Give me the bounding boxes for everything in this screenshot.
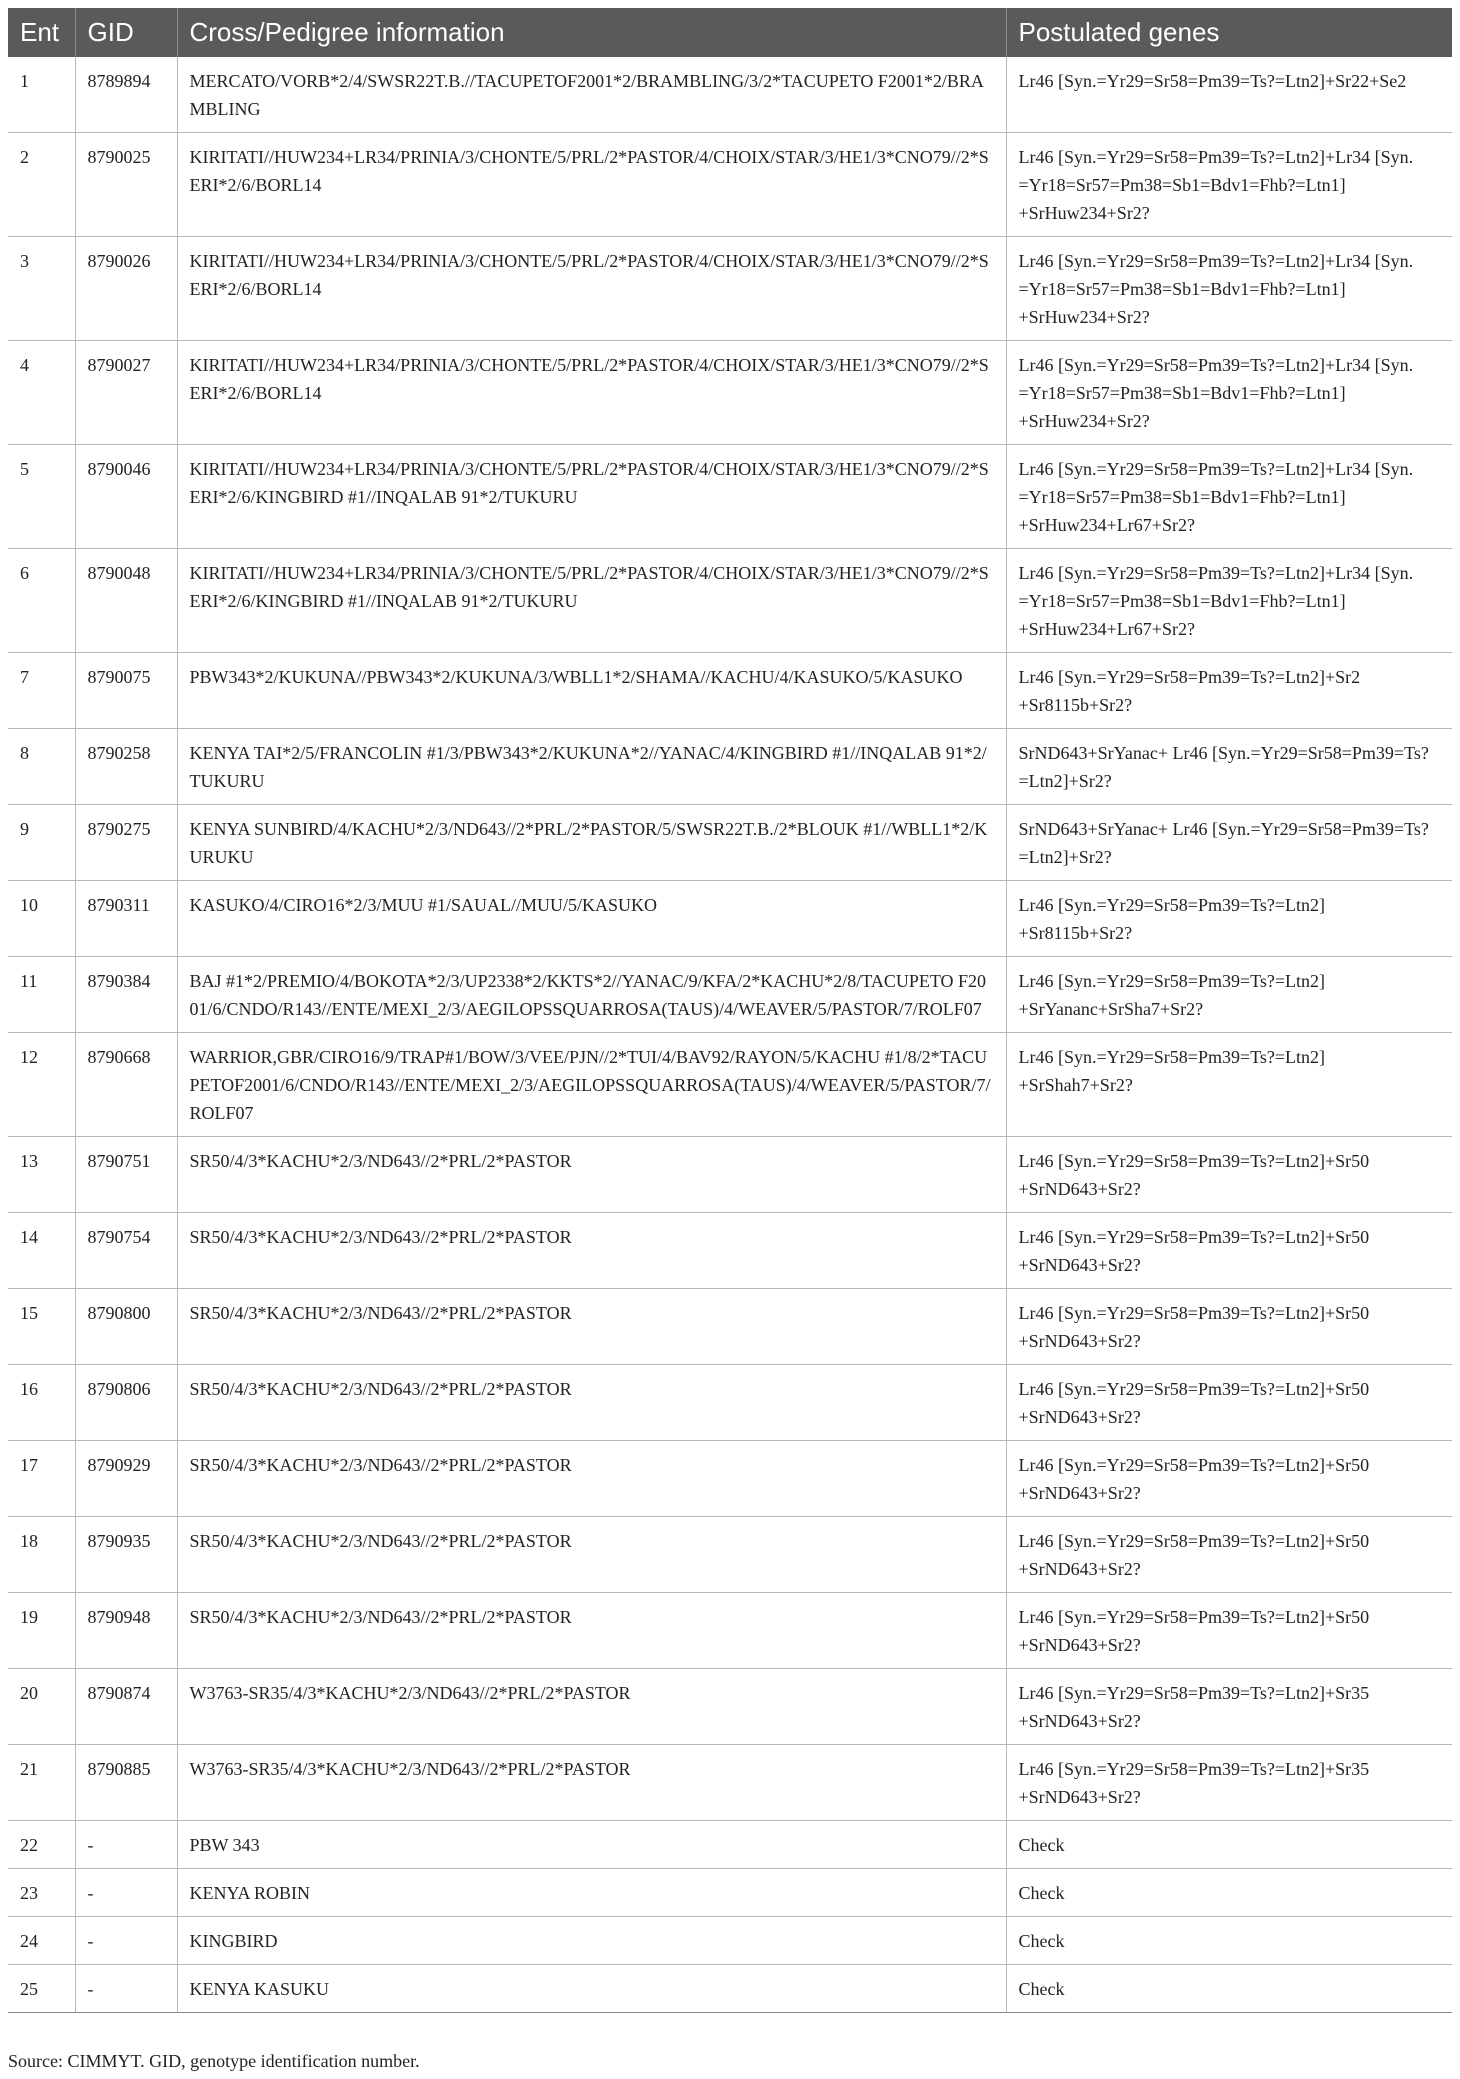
cell-postulated-genes: Lr46 [Syn.=Yr29=Sr58=Pm39=Ts?=Ltn2]+Sr50 +SrND643+Sr2?	[1006, 1441, 1452, 1517]
cell-ent: 5	[8, 445, 75, 549]
cell-gid: 8790026	[75, 237, 177, 341]
cell-ent: 4	[8, 341, 75, 445]
cell-postulated-genes: Check	[1006, 1917, 1452, 1965]
cell-postulated-genes: Lr46 [Syn.=Yr29=Sr58=Pm39=Ts?=Ltn2]+Sr50 +SrND643+Sr2?	[1006, 1289, 1452, 1365]
table-row	[8, 1137, 1452, 1213]
cell-postulated-genes: Check	[1006, 1821, 1452, 1869]
cell-gid: 8790046	[75, 445, 177, 549]
table-row	[8, 57, 1452, 133]
cell-ent: 12	[8, 1033, 75, 1137]
cell-gid: 8790806	[75, 1365, 177, 1441]
cell-gid: 8790800	[75, 1289, 177, 1365]
cell-postulated-genes: Lr46 [Syn.=Yr29=Sr58=Pm39=Ts?=Ltn2]+Lr34 [Syn. =Yr18=Sr57=Pm38=Sb1=Bdv1=Fhb?=Ltn1] +SrHuw234+Sr2?	[1006, 341, 1452, 445]
cell-cross-pedigree: W3763-SR35/4/3*KACHU*2/3/ND643//2*PRL/2*PASTOR	[177, 1745, 1006, 1821]
cell-postulated-genes: Lr46 [Syn.=Yr29=Sr58=Pm39=Ts?=Ltn2]+Sr35 +SrND643+Sr2?	[1006, 1745, 1452, 1821]
cell-cross-pedigree: PBW 343	[177, 1821, 1006, 1869]
cell-postulated-genes: Lr46 [Syn.=Yr29=Sr58=Pm39=Ts?=Ltn2]+Sr50 +SrND643+Sr2?	[1006, 1593, 1452, 1669]
table-row	[8, 341, 1452, 445]
table-footnote: Source: CIMMYT. GID, genotype identification number.	[8, 2051, 420, 2071]
cell-cross-pedigree: SR50/4/3*KACHU*2/3/ND643//2*PRL/2*PASTOR	[177, 1365, 1006, 1441]
cell-gid: 8790258	[75, 729, 177, 805]
table-row	[8, 881, 1452, 957]
cell-ent: 23	[8, 1869, 75, 1917]
cell-cross-pedigree: SR50/4/3*KACHU*2/3/ND643//2*PRL/2*PASTOR	[177, 1289, 1006, 1365]
cell-postulated-genes: Lr46 [Syn.=Yr29=Sr58=Pm39=Ts?=Ltn2] +Sr8115b+Sr2?	[1006, 881, 1452, 957]
cell-postulated-genes: Lr46 [Syn.=Yr29=Sr58=Pm39=Ts?=Ltn2]+Sr2 +Sr8115b+Sr2?	[1006, 653, 1452, 729]
cell-gid: 8790874	[75, 1669, 177, 1745]
cell-postulated-genes: Check	[1006, 1869, 1452, 1917]
cell-ent: 20	[8, 1669, 75, 1745]
cell-gid: 8790311	[75, 881, 177, 957]
cell-gid: 8790027	[75, 341, 177, 445]
cell-cross-pedigree: KIRITATI//HUW234+LR34/PRINIA/3/CHONTE/5/PRL/2*PASTOR/4/CHOIX/STAR/3/HE1/3*CNO79//2*SERI*2/6/KINGBIRD #1//INQALAB 91*2/TUKURU	[177, 549, 1006, 653]
cell-ent: 10	[8, 881, 75, 957]
table-container	[8, 8, 1452, 2013]
table-body	[8, 57, 1452, 2013]
cell-ent: 6	[8, 549, 75, 653]
cell-postulated-genes: Lr46 [Syn.=Yr29=Sr58=Pm39=Ts?=Ltn2]+Sr50 +SrND643+Sr2?	[1006, 1137, 1452, 1213]
cell-ent: 1	[8, 57, 75, 133]
table-row	[8, 1289, 1452, 1365]
cell-cross-pedigree: KASUKO/4/CIRO16*2/3/MUU #1/SAUAL//MUU/5/KASUKO	[177, 881, 1006, 957]
table-row	[8, 1821, 1452, 1869]
cell-ent: 8	[8, 729, 75, 805]
cell-ent: 22	[8, 1821, 75, 1869]
cell-cross-pedigree: KIRITATI//HUW234+LR34/PRINIA/3/CHONTE/5/PRL/2*PASTOR/4/CHOIX/STAR/3/HE1/3*CNO79//2*SERI*2/6/BORL14	[177, 341, 1006, 445]
header-cross-pedigree: Cross/Pedigree information	[177, 8, 1006, 57]
cell-cross-pedigree: PBW343*2/KUKUNA//PBW343*2/KUKUNA/3/WBLL1*2/SHAMA//KACHU/4/KASUKO/5/KASUKO	[177, 653, 1006, 729]
cell-cross-pedigree: SR50/4/3*KACHU*2/3/ND643//2*PRL/2*PASTOR	[177, 1593, 1006, 1669]
table-row	[8, 1669, 1452, 1745]
cell-ent: 14	[8, 1213, 75, 1289]
cell-gid: 8790751	[75, 1137, 177, 1213]
header-row	[8, 8, 1452, 57]
cell-ent: 9	[8, 805, 75, 881]
cell-cross-pedigree: KIRITATI//HUW234+LR34/PRINIA/3/CHONTE/5/PRL/2*PASTOR/4/CHOIX/STAR/3/HE1/3*CNO79//2*SERI*2/6/BORL14	[177, 133, 1006, 237]
cell-ent: 2	[8, 133, 75, 237]
cell-cross-pedigree: KIRITATI//HUW234+LR34/PRINIA/3/CHONTE/5/PRL/2*PASTOR/4/CHOIX/STAR/3/HE1/3*CNO79//2*SERI*2/6/KINGBIRD #1//INQALAB 91*2/TUKURU	[177, 445, 1006, 549]
cell-ent: 19	[8, 1593, 75, 1669]
cell-gid: 8790048	[75, 549, 177, 653]
cell-postulated-genes: Lr46 [Syn.=Yr29=Sr58=Pm39=Ts?=Ltn2]+Lr34 [Syn. =Yr18=Sr57=Pm38=Sb1=Bdv1=Fhb?=Ltn1] +SrHuw234+Sr2?	[1006, 237, 1452, 341]
table-row	[8, 1593, 1452, 1669]
cell-cross-pedigree: BAJ #1*2/PREMIO/4/BOKOTA*2/3/UP2338*2/KKTS*2//YANAC/9/KFA/2*KACHU*2/8/TACUPETO F2001/6/CNDO/R143//ENTE/MEXI_2/3/AEGILOPSSQUARROSA(TAUS)/4/WEAVER/5/PASTOR/7/ROLF07	[177, 957, 1006, 1033]
cell-ent: 7	[8, 653, 75, 729]
cell-gid: 8790885	[75, 1745, 177, 1821]
cell-cross-pedigree: MERCATO/VORB*2/4/SWSR22T.B.//TACUPETOF2001*2/BRAMBLING/3/2*TACUPETO F2001*2/BRAMBLING	[177, 57, 1006, 133]
table-row	[8, 805, 1452, 881]
cell-ent: 3	[8, 237, 75, 341]
cell-gid: 8790275	[75, 805, 177, 881]
cell-cross-pedigree: KENYA ROBIN	[177, 1869, 1006, 1917]
cell-cross-pedigree: SR50/4/3*KACHU*2/3/ND643//2*PRL/2*PASTOR	[177, 1213, 1006, 1289]
cell-postulated-genes: Lr46 [Syn.=Yr29=Sr58=Pm39=Ts?=Ltn2]+Lr34 [Syn. =Yr18=Sr57=Pm38=Sb1=Bdv1=Fhb?=Ltn1] +SrHuw234+Lr67+Sr2?	[1006, 549, 1452, 653]
table-row	[8, 237, 1452, 341]
cell-cross-pedigree: KINGBIRD	[177, 1917, 1006, 1965]
header-ent: Ent	[8, 8, 75, 57]
table-row	[8, 957, 1452, 1033]
cell-postulated-genes: Lr46 [Syn.=Yr29=Sr58=Pm39=Ts?=Ltn2]+Lr34 [Syn. =Yr18=Sr57=Pm38=Sb1=Bdv1=Fhb?=Ltn1] +SrHuw234+Sr2?	[1006, 133, 1452, 237]
cell-ent: 24	[8, 1917, 75, 1965]
cell-ent: 16	[8, 1365, 75, 1441]
cell-postulated-genes: SrND643+SrYanac+ Lr46 [Syn.=Yr29=Sr58=Pm39=Ts?=Ltn2]+Sr2?	[1006, 729, 1452, 805]
table-row	[8, 1965, 1452, 2013]
cell-cross-pedigree: SR50/4/3*KACHU*2/3/ND643//2*PRL/2*PASTOR	[177, 1441, 1006, 1517]
cell-postulated-genes: Check	[1006, 1965, 1452, 2013]
table-row	[8, 1869, 1452, 1917]
table-row	[8, 1213, 1452, 1289]
cell-gid: 8789894	[75, 57, 177, 133]
header-postulated-genes: Postulated genes	[1006, 8, 1452, 57]
cell-postulated-genes: Lr46 [Syn.=Yr29=Sr58=Pm39=Ts?=Ltn2]+Sr50 +SrND643+Sr2?	[1006, 1517, 1452, 1593]
cell-postulated-genes: Lr46 [Syn.=Yr29=Sr58=Pm39=Ts?=Ltn2]+Sr50 +SrND643+Sr2?	[1006, 1213, 1452, 1289]
table-row	[8, 653, 1452, 729]
cell-gid: 8790935	[75, 1517, 177, 1593]
cell-postulated-genes: Lr46 [Syn.=Yr29=Sr58=Pm39=Ts?=Ltn2]+Lr34 [Syn. =Yr18=Sr57=Pm38=Sb1=Bdv1=Fhb?=Ltn1] +SrHuw234+Lr67+Sr2?	[1006, 445, 1452, 549]
cell-cross-pedigree: WARRIOR,GBR/CIRO16/9/TRAP#1/BOW/3/VEE/PJN//2*TUI/4/BAV92/RAYON/5/KACHU #1/8/2*TACUPETOF2001/6/CNDO/R143//ENTE/MEXI_2/3/AEGILOPSSQUARROSA(TAUS)/4/WEAVER/5/PASTOR/7/ROLF07	[177, 1033, 1006, 1137]
table-row	[8, 133, 1452, 237]
cell-cross-pedigree: KIRITATI//HUW234+LR34/PRINIA/3/CHONTE/5/PRL/2*PASTOR/4/CHOIX/STAR/3/HE1/3*CNO79//2*SERI*2/6/BORL14	[177, 237, 1006, 341]
cell-postulated-genes: Lr46 [Syn.=Yr29=Sr58=Pm39=Ts?=Ltn2]+Sr35 +SrND643+Sr2?	[1006, 1669, 1452, 1745]
cell-cross-pedigree: KENYA KASUKU	[177, 1965, 1006, 2013]
cell-gid: 8790025	[75, 133, 177, 237]
cell-ent: 25	[8, 1965, 75, 2013]
cell-ent: 11	[8, 957, 75, 1033]
table-row	[8, 549, 1452, 653]
header-gid: GID	[75, 8, 177, 57]
cell-gid: -	[75, 1821, 177, 1869]
pedigree-table	[8, 8, 1452, 2013]
cell-cross-pedigree: KENYA SUNBIRD/4/KACHU*2/3/ND643//2*PRL/2*PASTOR/5/SWSR22T.B./2*BLOUK #1//WBLL1*2/KURUKU	[177, 805, 1006, 881]
table-row	[8, 1441, 1452, 1517]
cell-gid: -	[75, 1965, 177, 2013]
cell-gid: 8790668	[75, 1033, 177, 1137]
cell-cross-pedigree: W3763-SR35/4/3*KACHU*2/3/ND643//2*PRL/2*PASTOR	[177, 1669, 1006, 1745]
cell-gid: -	[75, 1917, 177, 1965]
cell-ent: 18	[8, 1517, 75, 1593]
table-row	[8, 1917, 1452, 1965]
cell-gid: 8790075	[75, 653, 177, 729]
cell-ent: 17	[8, 1441, 75, 1517]
cell-postulated-genes: Lr46 [Syn.=Yr29=Sr58=Pm39=Ts?=Ltn2] +SrYananc+SrSha7+Sr2?	[1006, 957, 1452, 1033]
cell-gid: 8790754	[75, 1213, 177, 1289]
cell-cross-pedigree: SR50/4/3*KACHU*2/3/ND643//2*PRL/2*PASTOR	[177, 1517, 1006, 1593]
cell-ent: 15	[8, 1289, 75, 1365]
table-row	[8, 1365, 1452, 1441]
table-row	[8, 1517, 1452, 1593]
cell-gid: 8790384	[75, 957, 177, 1033]
cell-ent: 21	[8, 1745, 75, 1821]
table-row	[8, 445, 1452, 549]
cell-postulated-genes: Lr46 [Syn.=Yr29=Sr58=Pm39=Ts?=Ltn2]+Sr22+Se2	[1006, 57, 1452, 133]
table-header	[8, 8, 1452, 57]
cell-gid: -	[75, 1869, 177, 1917]
table-row	[8, 1745, 1452, 1821]
cell-ent: 13	[8, 1137, 75, 1213]
cell-postulated-genes: Lr46 [Syn.=Yr29=Sr58=Pm39=Ts?=Ltn2] +SrShah7+Sr2?	[1006, 1033, 1452, 1137]
table-row	[8, 1033, 1452, 1137]
cell-postulated-genes: Lr46 [Syn.=Yr29=Sr58=Pm39=Ts?=Ltn2]+Sr50 +SrND643+Sr2?	[1006, 1365, 1452, 1441]
cell-gid: 8790948	[75, 1593, 177, 1669]
cell-gid: 8790929	[75, 1441, 177, 1517]
cell-cross-pedigree: SR50/4/3*KACHU*2/3/ND643//2*PRL/2*PASTOR	[177, 1137, 1006, 1213]
cell-postulated-genes: SrND643+SrYanac+ Lr46 [Syn.=Yr29=Sr58=Pm39=Ts?=Ltn2]+Sr2?	[1006, 805, 1452, 881]
table-row	[8, 729, 1452, 805]
cell-cross-pedigree: KENYA TAI*2/5/FRANCOLIN #1/3/PBW343*2/KUKUNA*2//YANAC/4/KINGBIRD #1//INQALAB 91*2/TUKURU	[177, 729, 1006, 805]
